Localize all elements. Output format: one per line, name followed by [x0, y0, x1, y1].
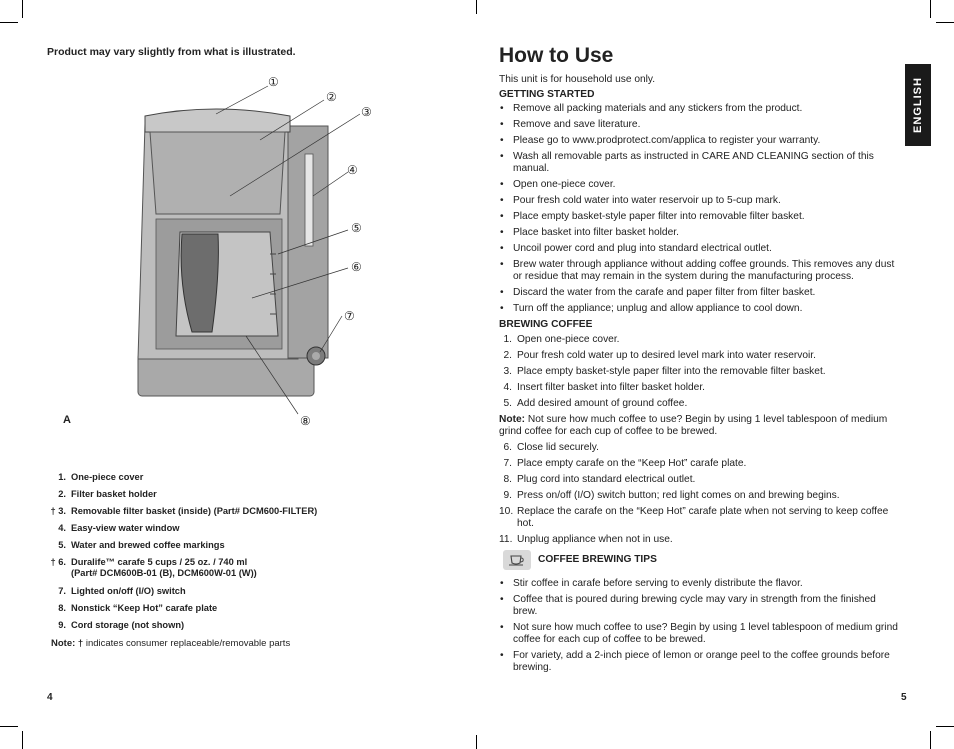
- switch-light: [312, 352, 320, 360]
- list-item: • Wash all removable parts as instructed in CARE AND CLEANING section of this manual.: [499, 151, 899, 175]
- brewing-note: Note: Not sure how much coffee to use? Begin by using 1 level tablespoon of medium grind coffee for each cup of coffee to be brewed.: [499, 414, 888, 437]
- one-piece-cover: [145, 109, 290, 132]
- parts-list-item: 9. Cord storage (not shown): [58, 620, 185, 630]
- page-title: How to Use: [499, 44, 614, 67]
- parts-list-item: 4. Easy-view water window: [58, 523, 180, 533]
- callout-3: ③: [361, 105, 372, 119]
- list-item: 3. Place empty basket-style paper filter into the removable filter basket.: [503, 366, 826, 377]
- callout-4: ④: [347, 163, 358, 177]
- list-item: 2. Pour fresh cold water up to desired level mark into water reservoir.: [503, 350, 816, 361]
- coffee-cup-icon: [503, 550, 531, 570]
- callout-5: ⑤: [351, 221, 362, 235]
- brewing-steps-continued: [499, 442, 899, 546]
- parts-list-item: † 6. Duralife™ carafe 5 cups / 25 oz. / 740 ml (Part# DCM600B-01 (B), DCM600W-01 (W)): [50, 557, 257, 578]
- parts-list-item: 7. Lighted on/off (I/O) switch: [58, 586, 186, 596]
- list-item: • Brew water through appliance without adding coffee grounds. This removes any dust or residue that may remain in the system during the manufacturing process.: [499, 259, 899, 283]
- callout-7: ⑦: [344, 309, 355, 323]
- list-item: • Open one-piece cover.: [499, 179, 899, 191]
- list-item: 11. Unplug appliance when not in use.: [499, 534, 673, 545]
- coffee-maker-illustration: [120, 74, 360, 434]
- getting-started-heading: GETTING STARTED: [499, 89, 595, 100]
- callout-1: ①: [268, 75, 279, 89]
- intro-text: This unit is for household use only.: [499, 74, 656, 85]
- parts-note: Note: † indicates consumer replaceable/removable parts: [51, 638, 291, 649]
- callout-6: ⑥: [351, 260, 362, 274]
- list-item: • Coffee that is poured during brewing cycle may vary in strength from the finished brew.: [499, 594, 899, 618]
- list-item: • Place empty basket-style paper filter into removable filter basket.: [499, 211, 899, 223]
- figure-letter: A: [63, 414, 71, 426]
- parts-list-item: 1. One-piece cover: [58, 472, 144, 482]
- brewing-heading: BREWING COFFEE: [499, 319, 593, 330]
- tips-header: [499, 550, 899, 572]
- list-item: 9. Press on/off (I/O) switch button; red light comes on and brewing begins.: [503, 490, 840, 501]
- list-item: 1. Open one-piece cover.: [503, 334, 620, 345]
- language-tab: ENGLISH: [905, 64, 931, 146]
- callout-8: ⑧: [300, 414, 311, 428]
- list-item: 4. Insert filter basket into filter basket holder.: [503, 382, 705, 393]
- list-item: • Please go to www.prodprotect.com/applica to register your warranty.: [499, 135, 899, 147]
- right-page: [477, 0, 954, 749]
- brewing-steps: [499, 334, 899, 410]
- list-item: • For variety, add a 2-inch piece of lemon or orange peel to the coffee grounds before brewing.: [499, 650, 899, 674]
- list-item: • Stir coffee in carafe before serving to evenly distribute the flavor.: [499, 578, 899, 590]
- callout-2: ②: [326, 90, 337, 104]
- list-item: 8. Plug cord into standard electrical outlet.: [503, 474, 696, 485]
- parts-list: [46, 472, 446, 637]
- getting-started-list: [499, 103, 899, 315]
- list-item: • Pour fresh cold water into water reservoir up to 5-cup mark.: [499, 195, 899, 207]
- parts-list-item: † 3. Removable filter basket (inside) (Part# DCM600-FILTER): [50, 506, 318, 516]
- filter-basket-holder: [150, 132, 285, 214]
- tips-heading: COFFEE BREWING TIPS: [538, 554, 657, 565]
- parts-list-item: 2. Filter basket holder: [58, 489, 157, 499]
- list-item: • Remove all packing materials and any stickers from the product.: [499, 103, 899, 115]
- list-item: • Uncoil power cord and plug into standard electrical outlet.: [499, 243, 899, 255]
- list-item: 6. Close lid securely.: [503, 442, 599, 453]
- list-item: • Place basket into filter basket holder.: [499, 227, 899, 239]
- list-item: • Not sure how much coffee to use? Begin by using 1 level tablespoon of medium grind coffee for each cup of coffee to be brewed.: [499, 622, 899, 646]
- parts-list-item: 8. Nonstick “Keep Hot” carafe plate: [58, 603, 218, 613]
- list-item: • Discard the water from the carafe and paper filter from filter basket.: [499, 287, 899, 299]
- list-item: 5. Add desired amount of ground coffee.: [503, 398, 688, 409]
- page-number: 5: [901, 692, 907, 703]
- base-plate: [138, 354, 314, 396]
- water-window: [305, 154, 313, 246]
- illustration-note: Product may vary slightly from what is illustrated.: [47, 46, 296, 58]
- parts-list-item: 5. Water and brewed coffee markings: [58, 540, 225, 550]
- list-item: • Remove and save literature.: [499, 119, 899, 131]
- list-item: 10. Replace the carafe on the “Keep Hot” carafe plate when not serving to keep coffee hot.: [499, 506, 889, 529]
- tips-list: [499, 578, 899, 674]
- list-item: • Turn off the appliance; unplug and allow appliance to cool down.: [499, 303, 899, 315]
- instructions: [499, 74, 899, 678]
- page-number: 4: [47, 692, 53, 703]
- list-item: 7. Place empty carafe on the “Keep Hot” carafe plate.: [503, 458, 747, 469]
